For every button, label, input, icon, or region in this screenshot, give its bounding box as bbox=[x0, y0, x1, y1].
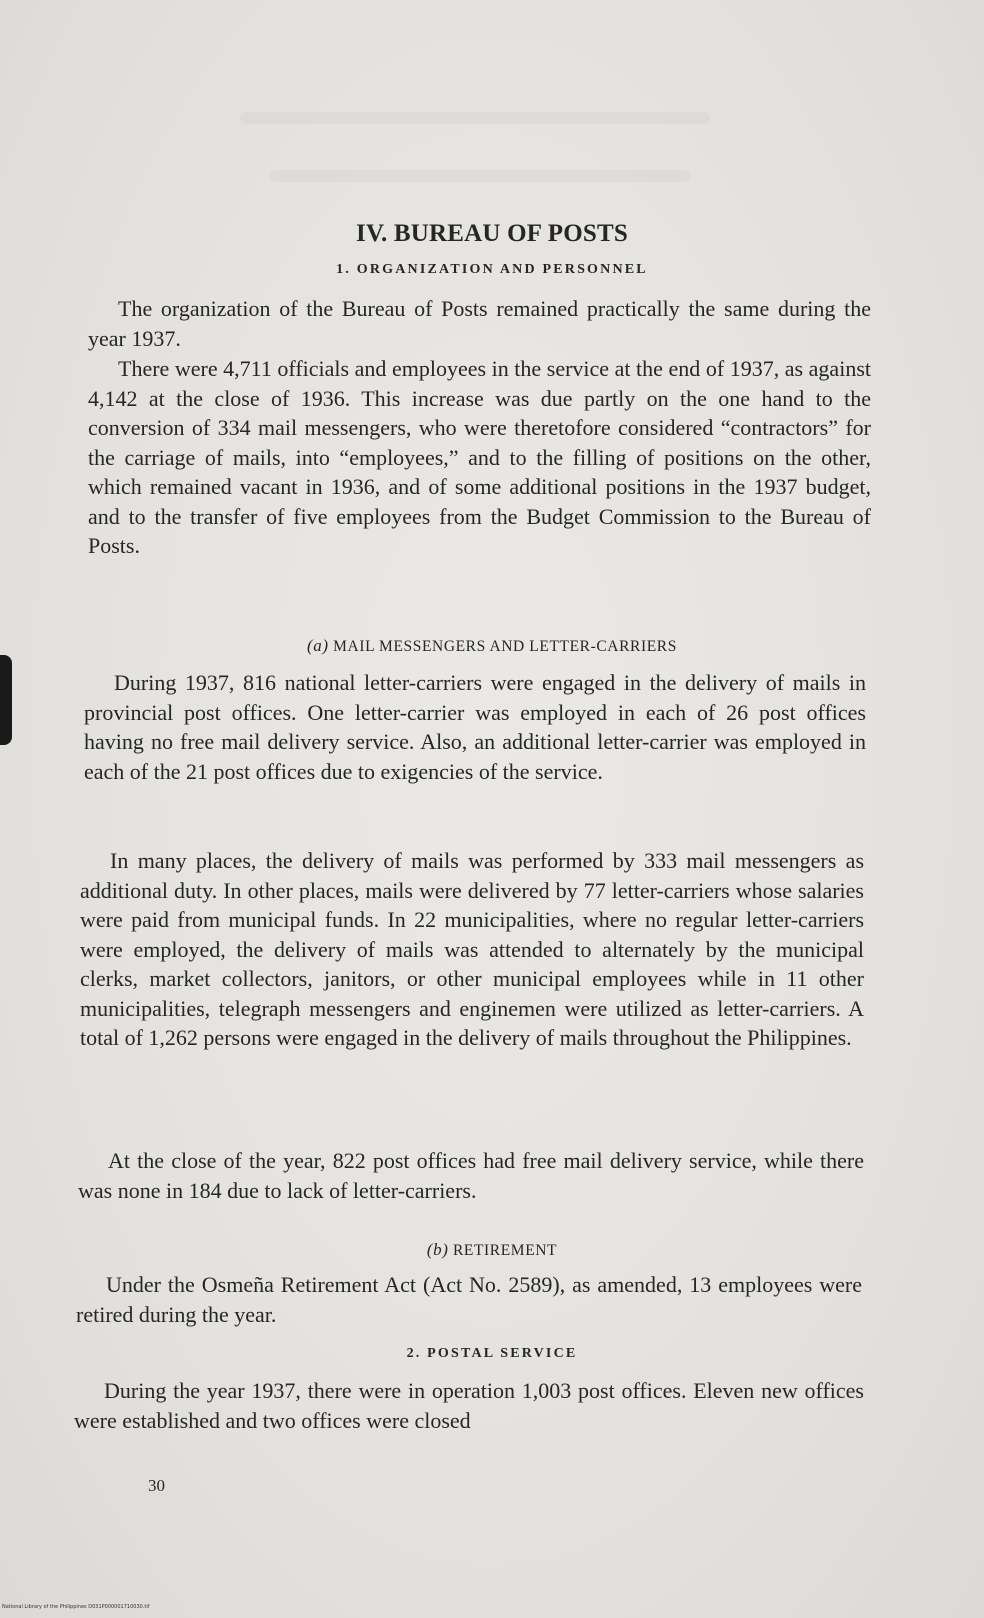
paragraph-text: During 1937, 816 national letter-carriers were engaged in the delivery of mails in provincial post offices. One letter-carrier was employed in each of 26 post offices having no free mail delivery service. Also, an additional letter-carrier was employed in each of the 21 post offices due to exigencies of the service. bbox=[84, 670, 866, 784]
page-title: IV. BUREAU OF POSTS bbox=[356, 220, 628, 247]
section-heading-organization: 1. ORGANIZATION AND PERSONNEL bbox=[336, 262, 648, 277]
paragraph-mail-messengers-3 bbox=[78, 1146, 864, 1205]
paragraph-text: There were 4,711 officials and employees in the service at the end of 1937, as against 4,142 at the close of 1936. This increase was due partly on the one hand to the conversion of 334 mail messengers, who were theretofore considered “contractors” for the carriage of mails, into “employees,” and to the filling of positions on the other, which remained vacant in 1936, and of some additional positions in the 1937 budget, and to the transfer of five employees from the Budget Commission to the Bureau of Posts. bbox=[88, 356, 871, 558]
subsection-heading-mail-messengers bbox=[0, 636, 984, 656]
paragraph-postal-service-1 bbox=[74, 1376, 864, 1435]
page-number: 30 bbox=[148, 1476, 165, 1495]
binding-shadow bbox=[0, 655, 12, 745]
subsection-marker: (a) bbox=[307, 636, 329, 655]
bleed-through-line bbox=[240, 112, 710, 124]
subsection-title: RETIREMENT bbox=[452, 1242, 558, 1259]
subsection-title: MAIL MESSENGERS AND LETTER-CARRIERS bbox=[333, 638, 677, 655]
paragraph-organization-2 bbox=[88, 354, 871, 561]
paragraph-retirement-1 bbox=[76, 1270, 862, 1329]
paragraph-mail-messengers-2 bbox=[80, 846, 864, 1053]
section-heading-postal-service: 2. POSTAL SERVICE bbox=[406, 1346, 578, 1361]
subsection-heading-retirement bbox=[0, 1240, 984, 1260]
paragraph-text: In many places, the delivery of mails was performed by 333 mail messengers as additional duty. In other places, mails were delivered by 77 letter-carriers whose salaries were paid from municipal funds. In 22 municipalities, where no regular letter-carriers were employed, the delivery of mails was attended to alternately by the municipal clerks, market collectors, janitors, or other municipal employees while in 11 other municipalities, telegraph messengers and enginemen were utilized as letter-carriers. A total of 1,262 persons were engaged in the delivery of mails throughout the Philippines. bbox=[80, 848, 864, 1050]
paragraph-text: At the close of the year, 822 post offices had free mail delivery service, while there was none in 184 due to lack of letter-carriers. bbox=[78, 1148, 864, 1203]
paragraph-text: During the year 1937, there were in operation 1,003 post offices. Eleven new offices were established and two offices were closed bbox=[74, 1378, 864, 1433]
paragraph-mail-messengers-1 bbox=[84, 668, 866, 786]
scan-footer: National Library of the Philippines D031P000001710030.tif bbox=[2, 1604, 150, 1610]
subsection-marker: (b) bbox=[426, 1240, 449, 1259]
bleed-through-line bbox=[270, 170, 690, 182]
paragraph-organization-1 bbox=[88, 294, 871, 353]
paragraph-text: The organization of the Bureau of Posts remained practically the same during the year 1937. bbox=[88, 296, 871, 351]
paragraph-text: Under the Osmeña Retirement Act (Act No. 2589), as amended, 13 employees were retired during the year. bbox=[76, 1272, 862, 1327]
